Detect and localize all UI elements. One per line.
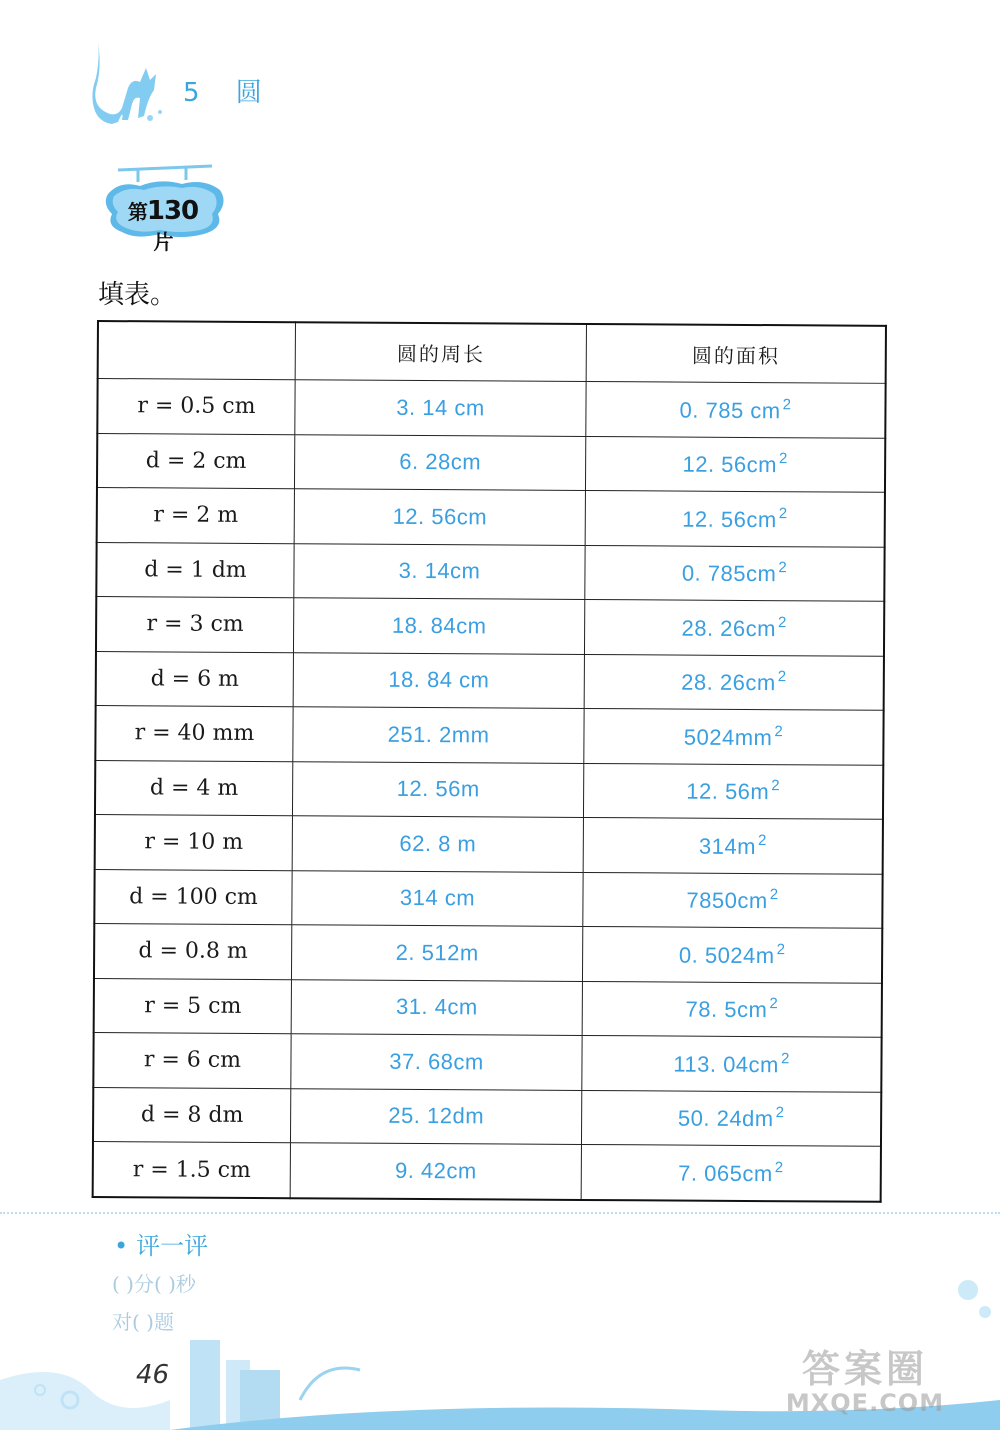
area-value: 113. 04cm (673, 1051, 780, 1077)
review-title: 评一评 (136, 1232, 209, 1260)
area-exponent: 2 (771, 777, 781, 795)
given-value-cell: r = 0.5 cm (97, 379, 295, 435)
circumference-answer-cell: 3. 14cm (294, 543, 586, 599)
area-answer-cell (581, 1144, 881, 1201)
area-exponent: 2 (780, 1049, 790, 1067)
area-exponent: 2 (776, 940, 786, 958)
circumference-answer-cell: 37. 68cm (291, 1034, 583, 1090)
area-answer-cell (583, 926, 883, 982)
lesson-badge (120, 196, 206, 255)
table-row (95, 705, 883, 764)
area-value: 7850cm (686, 887, 768, 914)
area-answer-cell (583, 817, 883, 873)
review-time-line: ( )分( )秒 (112, 1272, 196, 1296)
area-exponent: 2 (778, 504, 788, 522)
area-exponent: 2 (778, 613, 787, 631)
page-number: 46 (136, 1360, 170, 1390)
instruction-text: 填表。 (98, 280, 177, 310)
circumference-answer-cell: 18. 84 cm (293, 652, 585, 708)
area-answer-cell (582, 1090, 882, 1146)
area-answer-cell (584, 708, 884, 764)
area-value: 0. 785 cm (679, 397, 781, 423)
area-answer-cell (586, 436, 886, 492)
review-score-line: 对( )题 (112, 1310, 174, 1334)
given-value-cell: r = 10 m (95, 814, 293, 870)
circumference-answer-cell: 314 cm (292, 870, 584, 926)
table-row (96, 542, 884, 601)
given-value-cell: d = 6 m (96, 651, 294, 707)
area-answer-cell (585, 599, 885, 655)
divider (0, 1212, 1000, 1214)
bullet-icon: • (114, 1232, 129, 1260)
area-value: 28. 26cm (681, 615, 777, 641)
table-row (93, 1141, 881, 1201)
table-body (93, 379, 886, 1202)
circumference-answer-cell: 12. 56cm (294, 489, 586, 545)
area-answer-cell (582, 1035, 882, 1091)
circumference-answer-cell: 12. 56m (292, 761, 584, 817)
table-row (93, 1032, 881, 1091)
area-value: 12. 56m (686, 778, 770, 805)
table-row (93, 1087, 881, 1146)
header-circumference: 圆的周长 (295, 322, 587, 381)
area-exponent: 2 (769, 886, 779, 904)
header-area: 圆的面积 (586, 324, 886, 383)
area-answer-cell (586, 381, 886, 437)
area-exponent: 2 (775, 1104, 785, 1122)
table-row (96, 651, 884, 710)
table-row (96, 597, 884, 656)
area-value: 5024mm (683, 724, 773, 750)
area-answer-cell (584, 654, 884, 710)
given-value-cell: r = 1.5 cm (93, 1141, 291, 1198)
given-value-cell: d = 1 dm (96, 542, 294, 598)
given-value-cell: r = 40 mm (95, 705, 293, 761)
area-exponent: 2 (774, 1159, 784, 1177)
area-exponent: 2 (782, 395, 792, 413)
area-answer-cell (582, 981, 882, 1037)
area-answer-cell (583, 872, 883, 928)
table-row (94, 978, 882, 1037)
watermark-logo (740, 1338, 990, 1417)
area-answer-cell (585, 490, 885, 546)
cat-icon (88, 38, 168, 128)
area-exponent: 2 (777, 668, 787, 686)
area-value: 78. 5cm (685, 996, 768, 1023)
table-row (97, 488, 885, 547)
table-header-row (98, 321, 886, 383)
given-value-cell: r = 6 cm (93, 1032, 291, 1088)
table-row (97, 433, 885, 492)
given-value-cell: d = 2 cm (97, 433, 295, 489)
circumference-answer-cell: 31. 4cm (291, 979, 583, 1035)
circumference-answer-cell: 2. 512m (291, 925, 583, 981)
given-value-cell: r = 5 cm (94, 978, 292, 1034)
circumference-answer-cell: 251. 2mm (293, 707, 585, 763)
table-row (97, 379, 885, 438)
table-row (94, 869, 882, 928)
circumference-answer-cell: 25. 12dm (290, 1088, 582, 1144)
unit-title: 5 圆 (183, 78, 276, 108)
area-value: 50. 24dm (677, 1105, 774, 1132)
given-value-cell: r = 2 m (97, 488, 295, 544)
circumference-answer-cell: 62. 8 m (292, 816, 584, 872)
badge-number: 130 (146, 196, 199, 226)
given-value-cell: r = 3 cm (96, 597, 294, 653)
review-heading (114, 1226, 208, 1261)
table-row (95, 760, 883, 819)
given-value-cell: d = 4 m (95, 760, 293, 816)
area-exponent: 2 (757, 831, 767, 849)
area-exponent: 2 (779, 450, 788, 468)
area-exponent: 2 (774, 722, 784, 740)
circumference-answer-cell: 6. 28cm (294, 434, 586, 490)
area-answer-cell (584, 763, 884, 819)
table-row (95, 814, 883, 873)
given-value-cell: d = 100 cm (94, 869, 292, 925)
table-row (94, 923, 882, 982)
area-value: 0. 785cm (681, 560, 777, 587)
area-value: 12. 56cm (682, 451, 778, 478)
watermark-line2: MXQE.COM (785, 1389, 945, 1417)
area-value: 7. 065cm (678, 1160, 773, 1187)
area-value: 12. 56cm (682, 506, 777, 532)
header-given (98, 321, 296, 380)
area-exponent: 2 (769, 995, 779, 1013)
circumference-answer-cell: 9. 42cm (290, 1143, 582, 1200)
badge-suffix: 片 (153, 230, 173, 254)
area-value: 314m (698, 833, 757, 859)
circle-table (92, 320, 887, 1203)
circumference-answer-cell: 3. 14 cm (295, 380, 587, 436)
area-value: 28. 26cm (681, 669, 776, 696)
area-value: 0. 5024m (678, 942, 775, 968)
watermark-line1: 答案圈 (801, 1347, 928, 1391)
given-value-cell: d = 8 dm (93, 1087, 291, 1143)
badge-prefix: 第 (127, 200, 147, 224)
area-exponent: 2 (778, 559, 788, 577)
given-value-cell: d = 0.8 m (94, 923, 292, 979)
circumference-answer-cell: 18. 84cm (293, 598, 585, 654)
area-answer-cell (585, 545, 885, 601)
